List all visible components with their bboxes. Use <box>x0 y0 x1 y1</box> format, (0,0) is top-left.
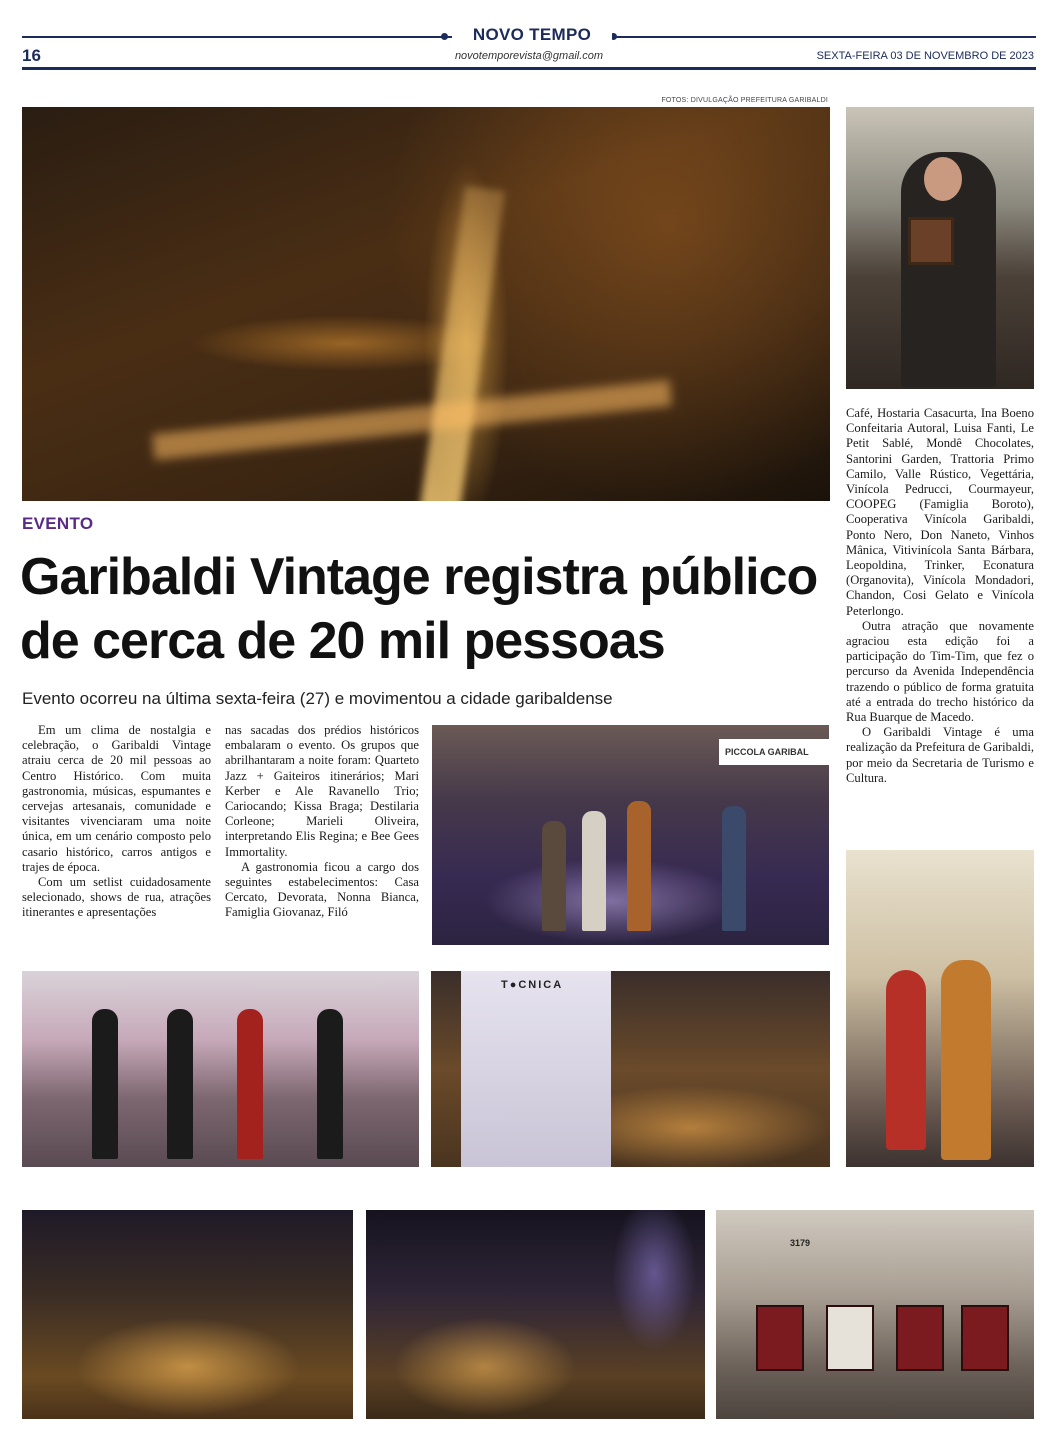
brass-band-street-photo <box>22 971 419 1167</box>
paragraph-credits: O Garibaldi Vintage é uma realização da Prefeitura de Garibaldi, por meio da Secretaria de Turismo e Cultura. <box>846 725 1034 785</box>
page-number: 16 <box>22 46 41 65</box>
dancer-woman <box>886 970 926 1150</box>
photo-credit: FOTOS: DIVULGAÇÃO PREFEITURA GARIBALDI <box>661 97 828 104</box>
night-crowd-photo-2 <box>366 1210 705 1419</box>
subheadline: Evento ocorreu na última sexta-feira (27) e movimentou a cidade garibaldense <box>22 689 613 708</box>
headline: Garibaldi Vintage registra público de cerca de 20 mil pessoas <box>20 548 818 670</box>
accordion-2-icon <box>826 1305 874 1371</box>
accordion-3-icon <box>896 1305 944 1371</box>
masthead-brand <box>452 22 612 48</box>
brand-name: NOVO TEMPO <box>472 25 592 44</box>
night-crowd-photo-1 <box>22 1210 353 1419</box>
lit-street-avenue <box>419 186 505 501</box>
brass-musician-sax <box>317 1009 343 1159</box>
article-column-3 <box>846 406 1034 786</box>
house-number: 3179 <box>790 1238 811 1248</box>
photographer-head <box>924 157 962 201</box>
musician-1 <box>542 821 566 931</box>
lit-street-cross <box>152 380 672 460</box>
historic-building <box>461 971 611 1167</box>
band-stage-photo <box>432 725 829 945</box>
section-label: EVENTO <box>22 514 94 533</box>
paragraph-tim-tim: Outra atração que novamente agraciou esta edição foi a participação do Tim-Tim, que fez o percurso da Avenida Independência trazendo o público de forma gratuita até a entrada do trecho histórico da Rua Buarque de Macedo. <box>846 618 1034 725</box>
dancer-man <box>941 960 991 1160</box>
brass-drummer <box>237 1009 263 1159</box>
article-column-1 <box>22 723 211 921</box>
musician-2 <box>582 811 606 931</box>
musician-guitar <box>722 806 746 931</box>
paragraph-setlist: Com um setlist cuidadosamente selecionado, shows de rua, atrações itinerantes e apresentações <box>22 875 211 920</box>
accordion-players-photo <box>716 1210 1034 1419</box>
building-sign: T●CNICA <box>501 979 564 991</box>
brass-musician-1 <box>92 1009 118 1159</box>
brass-musician-2 <box>167 1009 193 1159</box>
contact-email: novotemporevista@gmail.com <box>454 50 604 62</box>
article-column-2 <box>225 723 419 921</box>
paragraph-gastronomy-cont: Café, Hostaria Casacurta, Ina Boeno Confeitaria Autoral, Luisa Fanti, Le Petit Sablé, Mondê Chocolates, Santorini Garden, Trattoria Primo Camilo, Valle Rústico, Vegettária, Vinícola Pedrucci, Courmayeur, COOPEG (Famiglia Boroto), Cooperativa Vinícola Garibaldi, Ponto Nero, Don Naneto, Vinhos Mânica, Vitivinícola Santa Bárbara, Leopoldina, Trinker, Econatura (Organovita), Vinícola Mondadori, Chandon, Cosi Gelato e Vinícola Peterlongo. <box>846 406 1034 618</box>
hero-aerial-night-photo <box>22 107 830 501</box>
paragraph-setlist-cont: nas sacadas dos prédios históricos embalaram o evento. Os grupos que abrilhantaram a noite foram: Quarteto Jazz + Gaiteiros itinerários; Mari Kerber e Ale Ravanello Trio; Cariocando; Kissa Braga; Destilaria Corleone; Marieli Oliveira, interpretando Elis Regina; e Bee Gees Immortality. <box>225 723 419 859</box>
issue-date: SEXTA-FEIRA 03 DE NOVEMBRO DE 2023 <box>816 50 1034 62</box>
historic-building-balcony-photo <box>431 971 830 1167</box>
paragraph-intro: Em um clima de nostalgia e celebração, o Garibaldi Vintage atraiu cerca de 20 mil pessoas ao Centro Histórico. Com muita gastronomia, músicas, espumantes e cervejas artesanais, comunidade e visitantes vivenciaram uma noite única, em um cenário composto pelo casario histórico, carros antigos e trajes de época. <box>22 723 211 874</box>
rule-dot-left <box>441 33 448 40</box>
vintage-camera-icon <box>908 217 954 265</box>
dancers-photo <box>846 850 1034 1167</box>
masthead-bottom-rule <box>22 67 1036 70</box>
vintage-photographer-photo <box>846 107 1034 389</box>
accordion-4-icon <box>961 1305 1009 1371</box>
accordion-1-icon <box>756 1305 804 1371</box>
musician-singer <box>627 801 651 931</box>
paragraph-gastronomy: A gastronomia ficou a cargo dos seguintes estabelecimentos: Casa Cercato, Devorata, Nonna Bianca, Famiglia Giovanaz, Filó <box>225 859 419 920</box>
band-stage-sign: PICCOLA GARIBAL <box>719 739 829 765</box>
